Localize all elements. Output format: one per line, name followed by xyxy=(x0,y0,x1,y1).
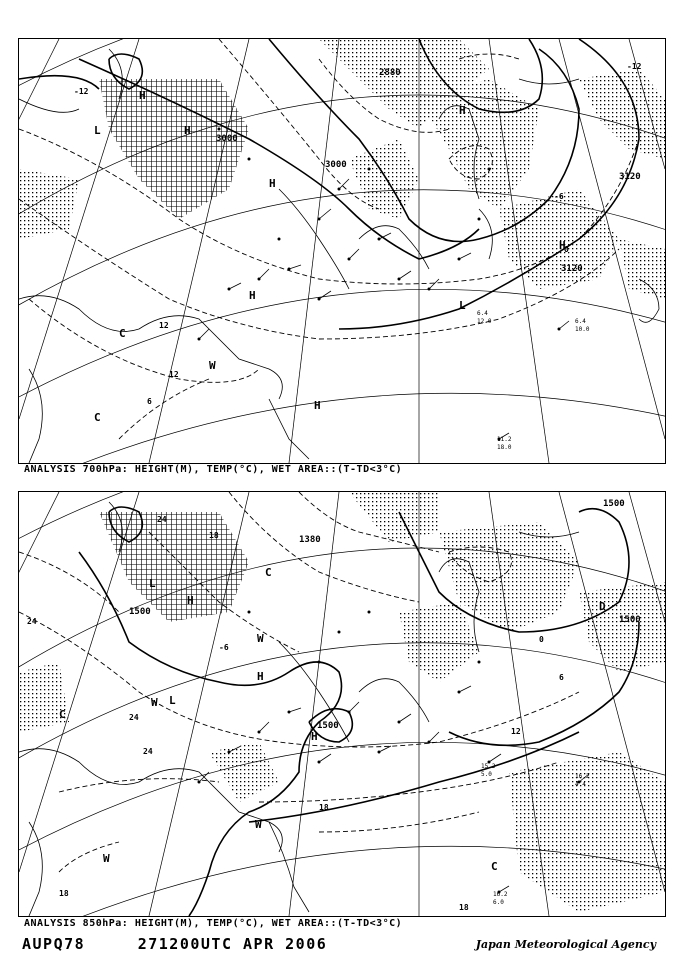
temp-label: 6 xyxy=(147,397,152,406)
map-850hpa-svg xyxy=(19,492,665,916)
center-marker: H xyxy=(139,89,146,102)
temp-label: -12 xyxy=(74,87,89,96)
map-panel-700hpa xyxy=(18,38,666,464)
station-value: 16.2 xyxy=(575,773,590,780)
temp-label: 12 xyxy=(511,727,521,736)
center-marker: L xyxy=(149,577,156,590)
temp-label: 0 xyxy=(539,635,544,644)
temp-label: 18 xyxy=(319,803,329,812)
temp-label: 0 xyxy=(564,245,569,254)
map-panel-850hpa xyxy=(18,491,666,917)
height-label: 3000 xyxy=(325,160,347,170)
station-value: 11.2 xyxy=(497,436,512,443)
station-value: 16.2 xyxy=(493,891,508,898)
agency-credit: Japan Meteorological Agency xyxy=(475,938,656,951)
map-700hpa-svg xyxy=(19,39,665,463)
chart-datetime: 271200UTC APR 2006 xyxy=(137,935,328,953)
center-marker: H xyxy=(269,177,276,190)
wet-areas xyxy=(19,492,665,912)
height-label: 1500 xyxy=(129,607,151,617)
center-marker: C xyxy=(119,327,126,340)
height-label: 1500 xyxy=(603,499,625,509)
center-marker: H xyxy=(249,289,256,302)
temp-label: -12 xyxy=(627,62,642,71)
caption-700hpa: ANALYSIS 700hPa: HEIGHT(M), TEMP(°C), WET AREA::(T-TD<3°C) xyxy=(24,464,403,475)
height-label: 1500 xyxy=(619,615,641,625)
temp-label: -6 xyxy=(219,643,229,652)
station-value: 10.0 xyxy=(575,326,590,333)
temp-label: 18 xyxy=(59,889,69,898)
station-value: 15.2 xyxy=(481,763,496,770)
height-label: 3000 xyxy=(216,134,238,144)
center-marker: W xyxy=(103,852,110,865)
temp-label: -6 xyxy=(554,192,564,201)
station-value: 6.0 xyxy=(493,899,504,906)
center-marker: L xyxy=(459,299,466,312)
center-marker: L xyxy=(94,124,101,137)
temp-label: 12 xyxy=(159,321,169,330)
height-label: 2880 xyxy=(379,68,401,78)
temp-label: 6 xyxy=(559,673,564,682)
center-marker: H xyxy=(314,399,321,412)
chart-id: AUPQ78 xyxy=(22,935,86,953)
station-value: 6.4 xyxy=(575,318,586,325)
temp-label: 18 xyxy=(209,531,219,540)
center-marker: C xyxy=(59,708,66,721)
temp-label: 24 xyxy=(129,713,139,722)
station-value: 6.4 xyxy=(477,310,488,317)
height-label: 3120 xyxy=(561,264,583,274)
height-label: 3120 xyxy=(619,172,641,182)
center-marker: H xyxy=(187,594,194,607)
temp-label: 18 xyxy=(459,903,469,912)
station-values xyxy=(477,310,590,451)
center-marker: H xyxy=(559,239,566,252)
center-marker: D xyxy=(599,600,606,613)
temp-label: 24 xyxy=(157,515,167,524)
caption-850hpa: ANALYSIS 850hPa: HEIGHT(M), TEMP(°C), WET AREA::(T-TD<3°C) xyxy=(24,918,403,929)
center-marker: W xyxy=(209,359,216,372)
station-value: 18.0 xyxy=(497,444,512,451)
center-marker: C xyxy=(94,411,101,424)
temp-label: 12 xyxy=(169,370,179,379)
center-marker: H xyxy=(257,670,264,683)
station-value: 5.0 xyxy=(481,771,492,778)
center-marker: W xyxy=(257,632,264,645)
station-value: 12.0 xyxy=(477,318,492,325)
center-marker: W xyxy=(151,696,158,709)
center-marker: C xyxy=(491,860,498,873)
temp-label: 24 xyxy=(143,747,153,756)
height-label: 1380 xyxy=(299,535,321,545)
temp-label: 24 xyxy=(27,617,37,626)
center-marker: C xyxy=(265,566,272,579)
center-marker: H xyxy=(459,104,466,117)
center-marker: H xyxy=(184,124,191,137)
height-label: 1500 xyxy=(317,721,339,731)
center-marker: W xyxy=(255,818,262,831)
center-marker: H xyxy=(311,730,318,743)
station-value: 4.4 xyxy=(575,781,586,788)
center-marker: L xyxy=(169,694,176,707)
chart-header xyxy=(22,935,327,953)
